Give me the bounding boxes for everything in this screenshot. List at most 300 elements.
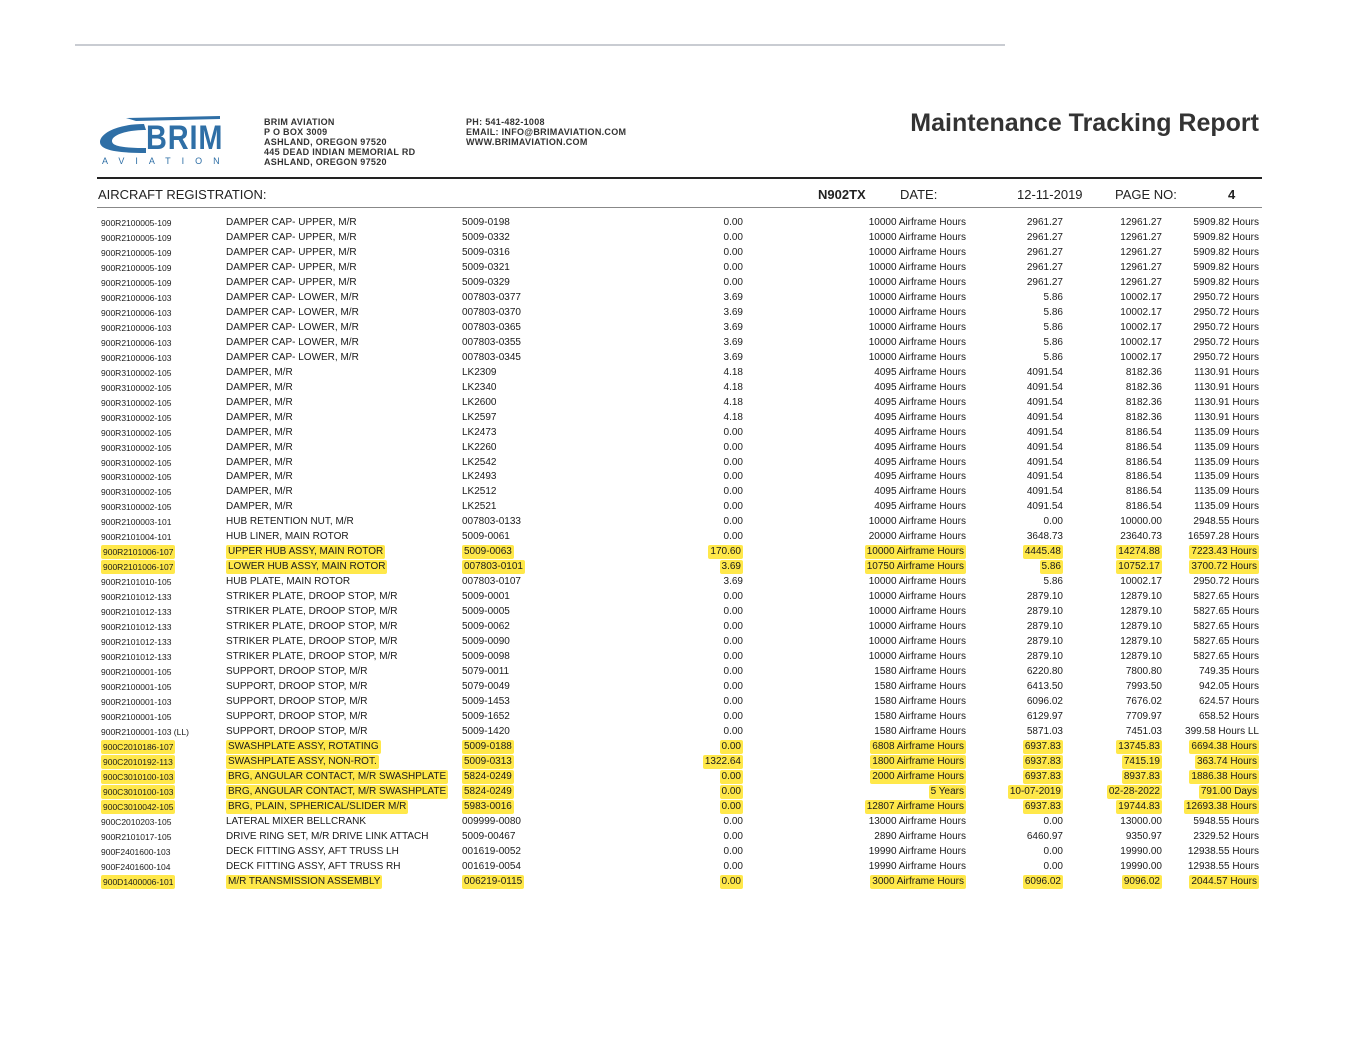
tsn-value: 0.00 — [723, 845, 743, 857]
part-number: 900R2100001-103 — [101, 697, 172, 708]
tsn-value: 0.00 — [723, 486, 743, 498]
interval: 10000 Airframe Hours — [868, 217, 966, 228]
tsn-value: 0.00 — [723, 261, 743, 273]
current-time: 2879.10 — [1026, 651, 1063, 663]
table-row — [0, 291, 1365, 306]
tsn-value: 3.69 — [721, 561, 741, 573]
part-number: 900F2401600-103 — [101, 846, 171, 857]
interval: 10000 Airframe Hours — [868, 306, 966, 318]
table-row — [0, 261, 1365, 276]
part-number: 900R2100001-105 — [101, 682, 172, 693]
current-time: 0.00 — [1043, 516, 1063, 528]
due-time: 19744.83 — [1118, 800, 1160, 812]
serial-number: LK2340 — [462, 381, 497, 393]
serial-number: 007803-0107 — [462, 576, 521, 588]
current-time: 4445.48 — [1024, 546, 1061, 558]
current-time: 6096.02 — [1024, 875, 1061, 887]
current-time: 6413.50 — [1026, 681, 1063, 693]
remaining-time: 5827.65 Hours — [1193, 621, 1259, 633]
table-row — [0, 560, 1365, 575]
tsn-value: 0.00 — [723, 516, 743, 528]
current-time: 2879.10 — [1026, 591, 1063, 603]
serial-number: LK2597 — [462, 411, 497, 423]
current-time: 6096.02 — [1026, 696, 1063, 708]
part-number: 900R2101012-133 — [101, 592, 172, 603]
due-time: 7800.80 — [1125, 666, 1162, 678]
description: BRG, PLAIN, SPHERICAL/SLIDER M/R — [228, 800, 407, 812]
tsn-value: 0.00 — [721, 875, 741, 887]
tsn-value: 0.00 — [723, 471, 743, 483]
table-row — [0, 216, 1365, 231]
table-row — [0, 515, 1365, 530]
table-row — [0, 710, 1365, 725]
current-time: 2879.10 — [1026, 636, 1063, 648]
description: DAMPER CAP- UPPER, M/R — [226, 261, 357, 273]
tsn-value: 0.00 — [723, 246, 743, 258]
tsn-value: 0.00 — [723, 441, 743, 453]
serial-number: 5009-0062 — [462, 621, 510, 633]
interval: 10000 Airframe Hours — [868, 261, 966, 273]
due-time: 12961.27 — [1120, 276, 1162, 288]
table-row — [0, 725, 1365, 740]
part-number: 900R3100002-105 — [101, 457, 172, 468]
remaining-time: 1135.09 Hours — [1194, 441, 1259, 453]
interval: 3000 Airframe Hours — [872, 875, 964, 887]
tsn-value: 3.69 — [723, 321, 743, 333]
tsn-value: 4.18 — [723, 396, 743, 408]
serial-number: 009999-0080 — [462, 815, 521, 827]
current-time: 4091.54 — [1026, 411, 1063, 423]
remaining-time: 2950.72 Hours — [1193, 336, 1259, 348]
current-time: 10-07-2019 — [1009, 785, 1061, 797]
description: DRIVE RING SET, M/R DRIVE LINK ATTACH — [226, 830, 429, 842]
interval: 10000 Airframe Hours — [868, 651, 966, 663]
due-time: 12961.27 — [1120, 231, 1162, 243]
due-time: 9350.97 — [1125, 830, 1162, 842]
description: HUB LINER, MAIN ROTOR — [226, 531, 349, 543]
description: SWASHPLATE ASSY, ROTATING — [228, 740, 379, 752]
company-address — [264, 117, 415, 167]
part-number: 900C3010100-103 — [103, 786, 174, 797]
current-time: 4091.54 — [1026, 441, 1063, 453]
tsn-value: 1322.64 — [704, 755, 741, 767]
due-time: 8186.54 — [1125, 471, 1162, 483]
company-contact — [466, 117, 626, 147]
tsn-value: 3.69 — [723, 306, 743, 318]
table-row — [0, 665, 1365, 680]
remaining-time: 2950.72 Hours — [1193, 576, 1259, 588]
serial-number: 007803-0370 — [462, 306, 521, 318]
serial-number: 5009-1652 — [462, 711, 510, 722]
tsn-value: 0.00 — [723, 830, 743, 842]
description: DAMPER, M/R — [226, 486, 293, 498]
address-line: ASHLAND, OREGON 97520 — [264, 137, 387, 147]
due-time: 8186.54 — [1125, 456, 1162, 468]
remaining-time: 5909.82 Hours — [1193, 217, 1259, 228]
page-value: 4 — [1228, 187, 1236, 202]
remaining-time: 2948.55 Hours — [1193, 516, 1259, 528]
due-time: 8182.36 — [1125, 396, 1162, 408]
table-row — [0, 845, 1365, 860]
remaining-time: 1135.09 Hours — [1194, 456, 1259, 468]
remaining-time: 942.05 Hours — [1198, 681, 1259, 693]
due-time: 12879.10 — [1120, 636, 1162, 648]
due-time: 12961.27 — [1120, 261, 1162, 273]
interval: 10000 Airframe Hours — [868, 591, 966, 603]
description: LOWER HUB ASSY, MAIN ROTOR — [228, 561, 386, 573]
part-number: 900R3100002-105 — [101, 427, 172, 438]
description: M/R TRANSMISSION ASSEMBLY — [228, 875, 381, 887]
tsn-value: 0.00 — [723, 606, 743, 618]
part-number: 900D1400006-101 — [103, 876, 174, 887]
registration-value: N902TX — [818, 187, 866, 202]
interval: 10000 Airframe Hours — [868, 351, 966, 363]
part-number: 900R3100002-105 — [101, 412, 172, 423]
description: HUB RETENTION NUT, M/R — [226, 516, 354, 528]
due-time: 7709.97 — [1125, 711, 1162, 722]
remaining-time: 399.58 Hours LL — [1185, 725, 1259, 737]
interval: 13000 Airframe Hours — [868, 815, 966, 827]
table-row — [0, 306, 1365, 321]
tsn-value: 3.69 — [723, 336, 743, 348]
current-time: 4091.54 — [1026, 366, 1063, 378]
due-time: 10002.17 — [1120, 336, 1162, 348]
description: LATERAL MIXER BELLCRANK — [226, 815, 367, 827]
serial-number: 5009-0198 — [462, 217, 510, 228]
interval: 1580 Airframe Hours — [874, 696, 966, 708]
table-row — [0, 755, 1365, 770]
serial-number: 001619-0052 — [462, 845, 521, 857]
due-time: 12879.10 — [1120, 606, 1162, 618]
interval: 4095 Airframe Hours — [874, 501, 966, 513]
part-number: 900R2100001-105 — [101, 712, 172, 722]
table-row — [0, 875, 1365, 890]
part-number: 900R2100005-109 — [101, 232, 172, 243]
remaining-time: 5909.82 Hours — [1193, 261, 1259, 273]
remaining-time: 5909.82 Hours — [1193, 276, 1259, 288]
description: STRIKER PLATE, DROOP STOP, M/R — [226, 621, 398, 633]
remaining-time: 5909.82 Hours — [1193, 231, 1259, 243]
remaining-time: 12938.55 Hours — [1187, 860, 1259, 872]
table-row — [0, 800, 1365, 815]
description: DAMPER, M/R — [226, 456, 293, 468]
interval: 10000 Airframe Hours — [868, 231, 966, 243]
table-row — [0, 830, 1365, 845]
description: DAMPER, M/R — [226, 366, 293, 378]
table-row — [0, 470, 1365, 485]
serial-number: LK2600 — [462, 396, 497, 408]
interval: 2000 Airframe Hours — [872, 770, 964, 782]
tsn-value: 0.00 — [723, 681, 743, 693]
description: SUPPORT, DROOP STOP, M/R — [226, 725, 368, 737]
serial-number: LK2521 — [462, 501, 497, 513]
description: BRG, ANGULAR CONTACT, M/R SWASHPLATE — [228, 770, 447, 782]
interval: 10000 Airframe Hours — [868, 621, 966, 633]
phone: PH: 541-482-1008 — [466, 117, 545, 127]
tsn-value: 0.00 — [723, 725, 743, 737]
interval: 10000 Airframe Hours — [868, 576, 966, 588]
table-row — [0, 336, 1365, 351]
interval: 6808 Airframe Hours — [872, 740, 964, 752]
description: DAMPER, M/R — [226, 501, 293, 513]
remaining-time: 791.00 Days — [1200, 785, 1257, 797]
due-time: 8186.54 — [1125, 441, 1162, 453]
current-time: 2961.27 — [1026, 231, 1063, 243]
due-time: 10002.17 — [1120, 351, 1162, 363]
serial-number: 007803-0133 — [462, 516, 521, 528]
serial-number: LK2512 — [462, 486, 497, 498]
serial-number: 5079-0011 — [462, 666, 510, 678]
tsn-value: 4.18 — [723, 381, 743, 393]
table-row — [0, 815, 1365, 830]
due-time: 13000.00 — [1120, 815, 1162, 827]
email: EMAIL: INFO@BRIMAVIATION.COM — [466, 127, 627, 137]
due-time: 02-28-2022 — [1108, 785, 1160, 797]
table-divider — [97, 207, 1262, 208]
due-time: 7676.02 — [1125, 696, 1162, 708]
part-number: 900R3100002-105 — [101, 367, 172, 378]
part-number: 900C2010192-113 — [103, 756, 173, 767]
tsn-value: 0.00 — [723, 636, 743, 648]
interval: 10000 Airframe Hours — [868, 336, 966, 348]
tsn-value: 0.00 — [721, 770, 741, 782]
serial-number: 5009-0063 — [464, 546, 512, 558]
part-number: 900R3100002-105 — [101, 472, 172, 483]
serial-number: LK2260 — [462, 441, 497, 453]
part-number: 900R3100002-105 — [101, 502, 172, 513]
table-row — [0, 381, 1365, 396]
remaining-time: 5909.82 Hours — [1193, 246, 1259, 258]
interval: 1580 Airframe Hours — [874, 711, 966, 722]
remaining-time: 1130.91 Hours — [1194, 381, 1259, 393]
description: DAMPER CAP- LOWER, M/R — [226, 321, 359, 333]
current-time: 5.86 — [1043, 576, 1063, 588]
header-divider — [97, 177, 1262, 179]
description: STRIKER PLATE, DROOP STOP, M/R — [226, 606, 398, 618]
remaining-time: 12693.38 Hours — [1185, 800, 1257, 812]
remaining-time: 1886.38 Hours — [1191, 770, 1257, 782]
description: SUPPORT, DROOP STOP, M/R — [226, 711, 368, 722]
description: DAMPER, M/R — [226, 411, 293, 423]
part-number: 900R2100005-109 — [101, 277, 172, 288]
description: STRIKER PLATE, DROOP STOP, M/R — [226, 636, 398, 648]
tsn-value: 0.00 — [723, 501, 743, 513]
remaining-time: 5827.65 Hours — [1193, 651, 1259, 663]
due-time: 8186.54 — [1125, 501, 1162, 513]
due-time: 8182.36 — [1125, 381, 1162, 393]
address-line: BRIM AVIATION — [264, 117, 335, 127]
current-time: 4091.54 — [1026, 381, 1063, 393]
part-number: 900R2100001-103 (LL) — [101, 726, 189, 737]
serial-number: LK2493 — [462, 471, 497, 483]
table-row — [0, 620, 1365, 635]
registration-label: AIRCRAFT REGISTRATION: — [98, 187, 267, 202]
current-time: 4091.54 — [1026, 456, 1063, 468]
description: DAMPER, M/R — [226, 441, 293, 453]
interval: 10000 Airframe Hours — [866, 546, 964, 558]
current-time: 5.86 — [1043, 306, 1063, 318]
part-number: 900R2100005-109 — [101, 247, 172, 258]
description: DAMPER, M/R — [226, 426, 293, 438]
table-row — [0, 456, 1365, 471]
description: STRIKER PLATE, DROOP STOP, M/R — [226, 591, 398, 603]
current-time: 2961.27 — [1026, 261, 1063, 273]
tsn-value: 0.00 — [723, 696, 743, 708]
current-time: 6129.97 — [1026, 711, 1063, 722]
part-number: 900F2401600-104 — [101, 861, 171, 872]
serial-number: 007803-0101 — [464, 561, 523, 573]
current-time: 5.86 — [1043, 321, 1063, 333]
serial-number: 5009-1453 — [462, 696, 510, 708]
current-time: 5.86 — [1043, 291, 1063, 303]
tsn-value: 0.00 — [723, 426, 743, 438]
description: DAMPER CAP- UPPER, M/R — [226, 217, 357, 228]
serial-number: 5824-0249 — [464, 770, 512, 782]
due-time: 8937.83 — [1123, 770, 1160, 782]
current-time: 6937.83 — [1024, 755, 1061, 767]
tsn-value: 0.00 — [723, 456, 743, 468]
interval: 19990 Airframe Hours — [868, 860, 966, 872]
current-time: 4091.54 — [1026, 501, 1063, 513]
table-row — [0, 411, 1365, 426]
description: SWASHPLATE ASSY, NON-ROT. — [228, 755, 377, 767]
interval: 19990 Airframe Hours — [868, 845, 966, 857]
remaining-time: 5827.65 Hours — [1193, 606, 1259, 618]
interval: 10000 Airframe Hours — [868, 276, 966, 288]
current-time: 2961.27 — [1026, 276, 1063, 288]
due-time: 10002.17 — [1120, 576, 1162, 588]
part-number: 900R2101004-101 — [101, 532, 172, 543]
table-row — [0, 276, 1365, 291]
current-time: 0.00 — [1043, 860, 1063, 872]
part-number: 900R2101012-133 — [101, 622, 172, 633]
part-number: 900R2100006-103 — [101, 322, 172, 333]
due-time: 9096.02 — [1123, 875, 1160, 887]
tsn-value: 0.00 — [723, 217, 743, 228]
part-number: 900C2010203-105 — [101, 816, 172, 827]
remaining-time: 2329.52 Hours — [1193, 830, 1259, 842]
description: DAMPER, M/R — [226, 396, 293, 408]
part-number: 900R2100005-109 — [101, 262, 172, 273]
remaining-time: 5827.65 Hours — [1193, 636, 1259, 648]
current-time: 2879.10 — [1026, 621, 1063, 633]
tsn-value: 170.60 — [710, 546, 741, 558]
table-row — [0, 321, 1365, 336]
table-row — [0, 246, 1365, 261]
tsn-value: 0.00 — [723, 591, 743, 603]
description: HUB PLATE, MAIN ROTOR — [226, 576, 351, 588]
tsn-value: 0.00 — [721, 800, 741, 812]
interval: 4095 Airframe Hours — [874, 396, 966, 408]
current-time: 0.00 — [1043, 815, 1063, 827]
due-time: 10002.17 — [1120, 306, 1162, 318]
serial-number: 5009-0329 — [462, 276, 510, 288]
tsn-value: 3.69 — [723, 351, 743, 363]
tsn-value: 0.00 — [721, 740, 741, 752]
tsn-value: 3.69 — [723, 291, 743, 303]
due-time: 13745.83 — [1118, 740, 1160, 752]
due-time: 7415.19 — [1123, 755, 1160, 767]
interval: 4095 Airframe Hours — [874, 471, 966, 483]
description: DAMPER CAP- UPPER, M/R — [226, 231, 357, 243]
interval: 4095 Airframe Hours — [874, 426, 966, 438]
table-row — [0, 860, 1365, 875]
part-number: 900R2100001-105 — [101, 667, 172, 678]
part-number: 900R2100006-103 — [101, 352, 172, 363]
logo-text: BRIM — [146, 119, 224, 157]
description: DAMPER CAP- UPPER, M/R — [226, 246, 357, 258]
part-number: 900R2101006-107 — [103, 562, 174, 573]
description: DAMPER CAP- LOWER, M/R — [226, 291, 359, 303]
serial-number: 001619-0054 — [462, 860, 521, 872]
table-row — [0, 545, 1365, 560]
current-time: 2879.10 — [1026, 606, 1063, 618]
due-time: 8186.54 — [1125, 426, 1162, 438]
due-time: 7993.50 — [1125, 681, 1162, 693]
current-time: 2961.27 — [1026, 217, 1063, 228]
serial-number: 5009-0321 — [462, 261, 510, 273]
remaining-time: 2950.72 Hours — [1193, 321, 1259, 333]
part-number: 900R2101017-105 — [101, 831, 172, 842]
table-row — [0, 605, 1365, 620]
serial-number: 5824-0249 — [464, 785, 512, 797]
serial-number: 5009-0188 — [464, 740, 512, 752]
part-number: 900R2100006-103 — [101, 337, 172, 348]
remaining-time: 5827.65 Hours — [1193, 591, 1259, 603]
interval: 10000 Airframe Hours — [868, 516, 966, 528]
part-number: 900R2101012-133 — [101, 637, 172, 648]
description: DAMPER, M/R — [226, 381, 293, 393]
due-time: 10002.17 — [1120, 321, 1162, 333]
serial-number: 5009-1420 — [462, 725, 510, 737]
due-time: 12879.10 — [1120, 621, 1162, 633]
serial-number: 5983-0016 — [464, 800, 512, 812]
remaining-time: 1135.09 Hours — [1194, 486, 1259, 498]
remaining-time: 2950.72 Hours — [1193, 306, 1259, 318]
part-number: 900R2100005-109 — [101, 218, 172, 228]
interval: 10750 Airframe Hours — [866, 561, 964, 573]
table-row — [0, 650, 1365, 665]
address-line: 445 DEAD INDIAN MEMORIAL RD — [264, 147, 416, 157]
serial-number: 5009-0332 — [462, 231, 510, 243]
remaining-time: 1135.09 Hours — [1194, 426, 1259, 438]
serial-number: 5009-0313 — [464, 755, 512, 767]
serial-number: 007803-0377 — [462, 291, 521, 303]
tsn-value: 0.00 — [723, 815, 743, 827]
serial-number: 5009-0005 — [462, 606, 510, 618]
interval: 1580 Airframe Hours — [874, 666, 966, 678]
remaining-time: 624.57 Hours — [1198, 696, 1259, 708]
tsn-value: 3.69 — [723, 576, 743, 588]
remaining-time: 7223.43 Hours — [1191, 546, 1257, 558]
current-time: 6937.83 — [1024, 740, 1061, 752]
description: DECK FITTING ASSY, AFT TRUSS LH — [226, 845, 399, 857]
serial-number: 007803-0345 — [462, 351, 521, 363]
part-number: 900R2101010-105 — [101, 577, 172, 588]
interval: 10000 Airframe Hours — [868, 291, 966, 303]
current-time: 2961.27 — [1026, 246, 1063, 258]
current-time: 6937.83 — [1024, 800, 1061, 812]
table-row — [0, 785, 1365, 800]
remaining-time: 6694.38 Hours — [1191, 740, 1257, 752]
tsn-value: 0.00 — [723, 711, 743, 722]
date-label: DATE: — [900, 187, 938, 202]
interval: 4095 Airframe Hours — [874, 441, 966, 453]
serial-number: LK2309 — [462, 366, 497, 378]
due-time: 12879.10 — [1120, 591, 1162, 603]
due-time: 10752.17 — [1118, 561, 1160, 573]
interval: 10000 Airframe Hours — [868, 246, 966, 258]
